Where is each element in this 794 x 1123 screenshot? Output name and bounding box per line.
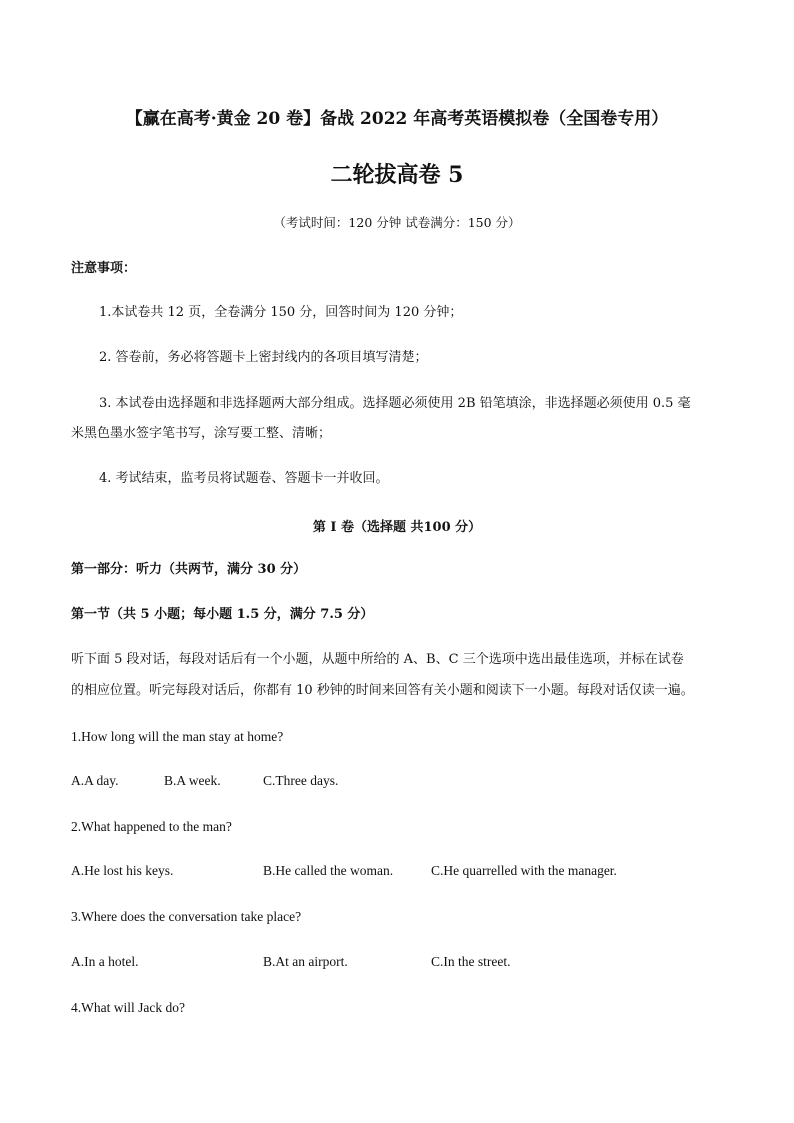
question-3: 3.Where does the conversation take place? (71, 909, 302, 924)
question-1: 1.How long will the man stay at home? (71, 729, 284, 744)
notice-item-4: 4. 考试结束，监考员将试题卷、答题卡一并收回。 (99, 471, 389, 486)
q1-option-b: B.A week. (164, 773, 221, 788)
q3-option-b: B.At an airport. (263, 954, 348, 969)
part-one-heading: 第一部分：听力（共两节，满分 30 分） (71, 562, 307, 577)
notice-item-1: 1.本试卷共 12 页，全卷满分 150 分，回答时间为 120 分钟； (99, 305, 463, 320)
exam-subtitle: 二轮拔高卷 5 (330, 162, 464, 188)
section-one-heading: 第一节（共 5 小题；每小题 1.5 分，满分 7.5 分） (71, 607, 374, 622)
q3-option-c: C.In the street. (431, 954, 511, 969)
exam-time-info: （考试时间：120 分钟 试卷满分：150 分） (273, 215, 521, 230)
q1-option-a: A.A day. (71, 773, 119, 788)
instructions-line-2: 的相应位置。听完每段对话后，你都有 10 秒钟的时间来回答有关小题和阅读下一小题。每段对话仅读一遍。 (71, 683, 694, 698)
question-2: 2.What happened to the man? (71, 819, 232, 834)
notice-item-2: 2. 答卷前，务必将答题卡上密封线内的各项目填写清楚； (99, 350, 428, 365)
q3-option-a: A.In a hotel. (71, 954, 139, 969)
exam-title: 【赢在高考·黄金 20 卷】备战 2022 年高考英语模拟卷（全国卷专用） (125, 109, 669, 129)
question-4: 4.What will Jack do? (71, 1000, 185, 1015)
q1-option-c: C.Three days. (263, 773, 339, 788)
notice-heading: 注意事项： (71, 261, 137, 276)
q2-option-c: C.He quarrelled with the manager. (431, 863, 617, 878)
q2-option-b: B.He called the woman. (263, 863, 394, 878)
notice-item-3-cont: 米黑色墨水签字笔书写，涂写要工整、清晰； (71, 426, 332, 441)
volume-title: 第 I 卷（选择题 共100 分） (312, 520, 482, 535)
q2-option-a: A.He lost his keys. (71, 863, 174, 878)
notice-item-3: 3. 本试卷由选择题和非选择题两大部分组成。选择题必须使用 2B 铅笔填涂，非选择题必须使用 0.5 毫 (99, 396, 691, 411)
instructions-line-1: 听下面 5 段对话，每段对话后有一个小题，从题中所给的 A、B、C 三个选项中选出最佳选项，并标在试卷 (71, 652, 684, 667)
